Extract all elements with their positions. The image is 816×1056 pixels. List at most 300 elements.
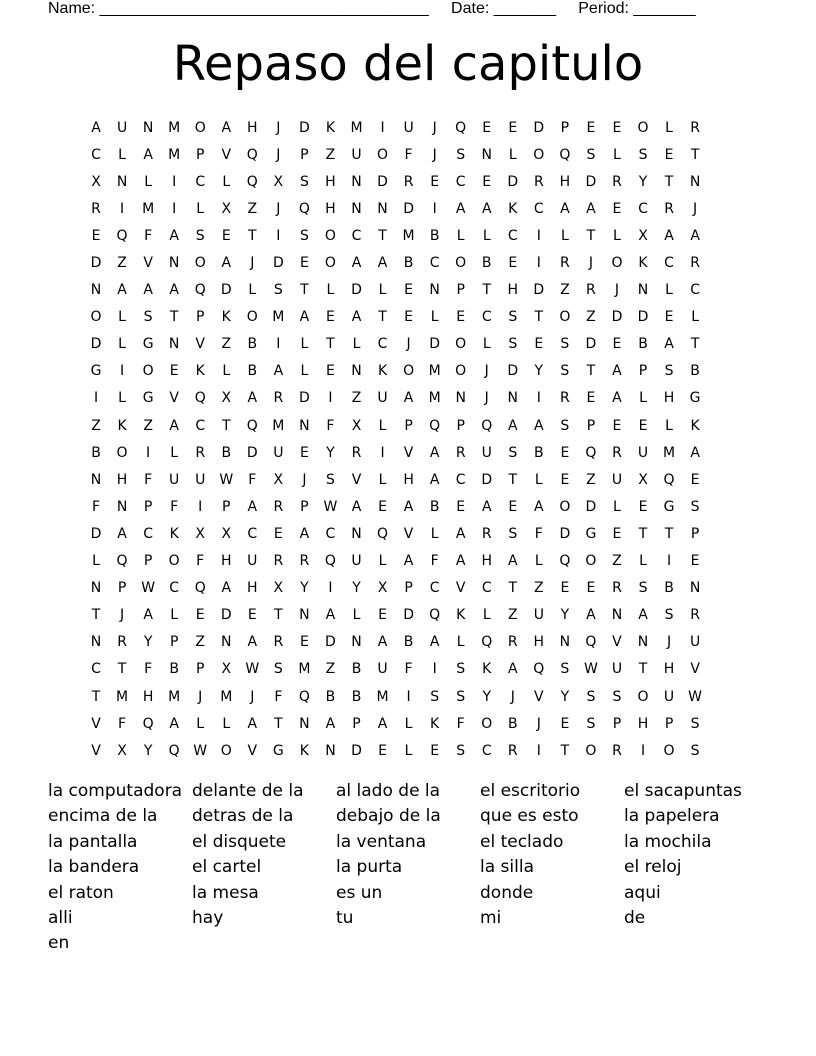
grid-letter: K: [195, 363, 205, 380]
grid-letter: L: [144, 173, 153, 190]
grid-letter: B: [403, 255, 414, 272]
grid-letter: H: [403, 471, 414, 488]
grid-letter: A: [377, 634, 388, 651]
grid-letter: Z: [586, 309, 596, 326]
word-bank-item: la mochila: [624, 831, 712, 852]
grid-letter: M: [376, 688, 389, 705]
grid-letter: R: [273, 553, 284, 570]
grid-letter: M: [663, 444, 676, 461]
grid-letter: A: [351, 309, 362, 326]
grid-letter: A: [638, 607, 648, 624]
grid-letter: N: [168, 255, 180, 272]
grid-letter: P: [638, 363, 648, 380]
grid-letter: E: [430, 742, 440, 759]
word-bank-item: aqui: [624, 882, 661, 903]
grid-letter: F: [430, 553, 439, 570]
grid-letter: J: [432, 119, 437, 136]
grid-letter: O: [559, 498, 571, 515]
grid-letter: R: [612, 173, 622, 190]
grid-letter: L: [665, 417, 673, 434]
grid-letter: L: [482, 227, 491, 244]
grid-letter: F: [196, 553, 205, 570]
grid-letter: U: [377, 661, 388, 678]
grid-row: [83, 195, 733, 222]
grid-letter: E: [664, 146, 674, 163]
grid-letter: E: [690, 553, 700, 570]
grid-letter: F: [404, 661, 413, 678]
grid-letter: J: [198, 688, 203, 705]
grid-letter: A: [299, 309, 310, 326]
grid-letter: O: [116, 444, 128, 461]
grid-letter: C: [533, 200, 544, 217]
grid-letter: S: [326, 471, 335, 488]
grid-letter: A: [664, 336, 674, 353]
grid-letter: E: [508, 119, 518, 136]
grid-letter: C: [247, 525, 258, 542]
grid-letter: T: [378, 309, 387, 326]
grid-letter: L: [404, 715, 413, 732]
grid-letter: K: [169, 525, 179, 542]
grid-letter: A: [429, 634, 440, 651]
grid-letter: A: [247, 715, 258, 732]
grid-letter: P: [352, 715, 361, 732]
grid-letter: V: [403, 444, 414, 461]
grid-letter: I: [172, 200, 177, 217]
grid-letter: A: [507, 553, 518, 570]
grid-row: [83, 466, 733, 493]
grid-letter: T: [91, 607, 101, 624]
grid-letter: E: [456, 498, 466, 515]
grid-letter: M: [168, 146, 181, 163]
grid-letter: V: [534, 688, 544, 705]
grid-letter: Q: [585, 444, 597, 461]
grid-letter: J: [302, 471, 307, 488]
grid-letter: L: [378, 471, 387, 488]
grid-letter: P: [143, 553, 153, 570]
grid-letter: A: [117, 282, 127, 299]
grid-letter: E: [378, 607, 387, 624]
grid-letter: S: [560, 417, 570, 434]
grid-letter: E: [560, 444, 570, 461]
grid-letter: A: [247, 498, 258, 515]
grid-letter: L: [300, 363, 309, 380]
grid-letter: L: [430, 309, 439, 326]
word-bank-item: mi: [480, 907, 502, 928]
grid-letter: Z: [351, 390, 362, 407]
grid-letter: R: [533, 173, 544, 190]
grid-letter: T: [586, 363, 596, 380]
grid-letter: J: [276, 119, 281, 136]
grid-letter: V: [169, 390, 179, 407]
grid-letter: D: [585, 336, 597, 353]
grid-letter: I: [328, 580, 333, 597]
grid-letter: N: [90, 471, 102, 488]
grid-letter: S: [299, 227, 309, 244]
grid-letter: A: [534, 498, 544, 515]
word-bank-item: la papelera: [624, 806, 720, 827]
grid-row: [83, 114, 733, 141]
grid-letter: L: [378, 282, 387, 299]
grid-letter: Q: [481, 417, 493, 434]
grid-letter: F: [170, 498, 179, 515]
grid-letter: N: [90, 580, 102, 597]
grid-letter: Z: [560, 282, 570, 299]
grid-letter: F: [91, 498, 101, 515]
grid-letter: N: [351, 634, 362, 651]
grid-letter: M: [428, 363, 441, 380]
grid-row: [83, 575, 733, 602]
grid-letter: L: [222, 173, 231, 190]
grid-letter: A: [325, 607, 336, 624]
grid-letter: Y: [143, 742, 153, 759]
grid-row: [83, 737, 733, 764]
grid-letter: E: [299, 634, 309, 651]
grid-letter: L: [92, 553, 100, 570]
grid-letter: H: [142, 688, 154, 705]
grid-letter: D: [507, 173, 519, 190]
grid-letter: I: [380, 444, 385, 461]
grid-letter: T: [586, 227, 596, 244]
grid-letter: K: [430, 715, 440, 732]
word-bank-item: donde: [480, 882, 534, 903]
grid-letter: X: [91, 173, 101, 190]
grid-letter: I: [536, 255, 541, 272]
grid-letter: L: [639, 390, 647, 407]
grid-letter: L: [639, 553, 647, 570]
grid-letter: P: [195, 146, 205, 163]
grid-letter: Q: [663, 471, 675, 488]
grid-letter: J: [536, 715, 541, 732]
grid-letter: A: [247, 390, 258, 407]
grid-letter: O: [637, 119, 649, 136]
grid-letter: F: [118, 715, 127, 732]
grid-letter: E: [273, 525, 283, 542]
grid-letter: B: [403, 634, 414, 651]
grid-letter: W: [141, 580, 156, 597]
word-bank-item: la silla: [480, 857, 534, 878]
grid-letter: N: [507, 390, 519, 407]
grid-row: [83, 439, 733, 466]
grid-letter: F: [534, 525, 543, 542]
grid-letter: T: [300, 282, 309, 299]
grid-letter: O: [220, 742, 232, 759]
grid-letter: Q: [194, 580, 206, 597]
grid-letter: A: [91, 119, 101, 136]
grid-letter: C: [638, 200, 648, 217]
grid-letter: Y: [352, 580, 361, 597]
grid-letter: X: [351, 417, 362, 434]
grid-letter: Q: [429, 417, 441, 434]
grid-letter: A: [221, 119, 232, 136]
grid-letter: Q: [246, 417, 258, 434]
grid-letter: B: [221, 444, 232, 461]
grid-letter: L: [665, 282, 673, 299]
grid-letter: L: [534, 553, 543, 570]
grid-letter: C: [664, 255, 674, 272]
grid-letter: R: [612, 742, 622, 759]
grid-letter: Q: [116, 553, 128, 570]
grid-letter: M: [168, 688, 181, 705]
grid-letter: P: [117, 580, 127, 597]
grid-letter: N: [299, 715, 310, 732]
grid-letter: T: [534, 309, 544, 326]
grid-letter: G: [272, 742, 284, 759]
grid-row: [83, 385, 733, 412]
grid-letter: L: [456, 634, 465, 651]
grid-letter: S: [586, 146, 596, 163]
grid-letter: U: [403, 119, 414, 136]
word-bank-item: el sacapuntas: [624, 781, 742, 801]
grid-letter: P: [664, 715, 674, 732]
grid-letter: O: [142, 363, 154, 380]
grid-letter: R: [664, 200, 674, 217]
grid-letter: F: [248, 471, 257, 488]
grid-letter: M: [350, 119, 363, 136]
grid-letter: A: [403, 498, 414, 515]
grid-letter: H: [663, 390, 675, 407]
grid-letter: T: [638, 661, 648, 678]
grid-letter: Z: [195, 634, 205, 651]
grid-letter: S: [638, 146, 648, 163]
grid-letter: D: [220, 282, 232, 299]
grid-letter: H: [663, 661, 675, 678]
grid-letter: I: [536, 390, 541, 407]
grid-letter: O: [559, 309, 571, 326]
grid-letter: T: [508, 580, 518, 597]
grid-letter: S: [508, 525, 518, 542]
grid-letter: L: [613, 227, 621, 244]
grid-letter: S: [456, 742, 466, 759]
grid-letter: P: [195, 661, 205, 678]
grid-letter: R: [455, 444, 466, 461]
grid-letter: O: [455, 255, 467, 272]
grid-letter: Q: [324, 553, 336, 570]
grid-letter: A: [690, 444, 700, 461]
grid-letter: T: [664, 173, 674, 190]
grid-letter: H: [559, 173, 571, 190]
grid-letter: W: [193, 742, 208, 759]
grid-letter: L: [534, 471, 543, 488]
grid-letter: M: [402, 227, 415, 244]
grid-letter: C: [195, 417, 206, 434]
grid-letter: A: [273, 363, 284, 380]
grid-letter: N: [481, 146, 492, 163]
grid-letter: U: [637, 444, 649, 461]
word-bank-item: de: [624, 907, 646, 928]
grid-letter: L: [378, 553, 387, 570]
grid-letter: A: [351, 255, 362, 272]
grid-letter: D: [351, 742, 362, 759]
grid-letter: E: [638, 417, 648, 434]
grid-letter: V: [455, 580, 466, 597]
grid-letter: S: [586, 688, 596, 705]
word-bank-item: encima de la: [48, 806, 158, 827]
grid-letter: S: [690, 742, 700, 759]
grid-letter: W: [688, 688, 703, 705]
grid-letter: P: [612, 715, 622, 732]
grid-letter: L: [560, 227, 569, 244]
grid-letter: N: [116, 173, 128, 190]
word-bank-item: debajo de la: [336, 806, 441, 827]
grid-letter: O: [194, 255, 206, 272]
grid-letter: L: [326, 282, 335, 299]
grid-letter: M: [168, 119, 181, 136]
grid-letter: D: [90, 336, 102, 353]
grid-letter: N: [299, 607, 310, 624]
grid-letter: H: [247, 580, 258, 597]
grid-letter: P: [456, 282, 465, 299]
word-bank-item: es un: [336, 882, 383, 903]
grid-letter: N: [351, 363, 362, 380]
grid-letter: R: [117, 634, 127, 651]
grid-row: [83, 222, 733, 249]
grid-letter: A: [325, 715, 336, 732]
grid-letter: V: [612, 634, 622, 651]
grid-letter: X: [273, 580, 284, 597]
word-bank-item: la purta: [336, 857, 403, 878]
grid-letter: T: [378, 227, 387, 244]
grid-letter: L: [170, 444, 179, 461]
grid-letter: L: [508, 146, 517, 163]
grid-letter: D: [220, 607, 232, 624]
grid-letter: B: [534, 444, 544, 461]
grid-letter: C: [377, 336, 388, 353]
grid-letter: U: [169, 471, 180, 488]
grid-row: [83, 602, 733, 629]
grid-letter: Q: [298, 200, 310, 217]
grid-letter: A: [247, 634, 258, 651]
grid-letter: Q: [142, 715, 154, 732]
grid-letter: L: [196, 715, 205, 732]
grid-letter: T: [560, 742, 570, 759]
grid-letter: T: [248, 227, 257, 244]
grid-letter: N: [637, 634, 649, 651]
grid-letter: N: [689, 173, 701, 190]
grid-letter: C: [429, 255, 440, 272]
grid-row: [83, 249, 733, 276]
grid-letter: O: [611, 255, 623, 272]
grid-letter: Z: [325, 661, 336, 678]
grid-letter: N: [559, 634, 571, 651]
grid-letter: N: [351, 173, 362, 190]
grid-letter: N: [429, 282, 440, 299]
grid-letter: D: [559, 525, 571, 542]
grid-letter: R: [560, 255, 570, 272]
grid-letter: N: [377, 200, 388, 217]
grid-letter: X: [377, 580, 388, 597]
grid-letter: P: [300, 498, 309, 515]
grid-letter: D: [325, 634, 336, 651]
grid-letter: P: [404, 417, 413, 434]
grid-letter: A: [612, 363, 622, 380]
grid-letter: E: [534, 336, 544, 353]
grid-letter: X: [221, 390, 232, 407]
grid-letter: G: [90, 363, 102, 380]
grid-letter: P: [404, 580, 413, 597]
grid-letter: A: [143, 282, 153, 299]
grid-row: [83, 629, 733, 656]
grid-letter: F: [404, 146, 413, 163]
grid-letter: W: [583, 661, 598, 678]
grid-letter: C: [169, 580, 180, 597]
grid-letter: F: [144, 227, 153, 244]
grid-letter: E: [482, 119, 492, 136]
grid-letter: E: [169, 363, 179, 380]
grid-letter: X: [638, 471, 648, 488]
grid-letter: A: [143, 607, 153, 624]
grid-letter: E: [612, 525, 622, 542]
grid-letter: I: [93, 390, 99, 407]
grid-letter: I: [380, 119, 385, 136]
grid-letter: Q: [116, 227, 128, 244]
grid-letter: N: [142, 119, 154, 136]
grid-letter: B: [481, 255, 492, 272]
grid-letter: N: [455, 390, 466, 407]
grid-letter: A: [169, 227, 179, 244]
grid-letter: R: [351, 444, 362, 461]
grid-letter: N: [611, 607, 623, 624]
grid-letter: I: [146, 444, 151, 461]
grid-letter: I: [198, 498, 203, 515]
grid-letter: Y: [482, 688, 491, 705]
grid-letter: B: [664, 580, 674, 597]
grid-letter: A: [455, 553, 466, 570]
grid-letter: L: [170, 607, 179, 624]
grid-letter: Q: [246, 173, 258, 190]
grid-letter: I: [666, 553, 672, 570]
grid-letter: C: [481, 309, 492, 326]
grid-row: [83, 710, 733, 737]
word-search-grid: [83, 114, 733, 764]
grid-letter: Q: [585, 634, 597, 651]
grid-letter: J: [406, 336, 411, 353]
grid-letter: B: [351, 661, 362, 678]
grid-letter: E: [560, 471, 570, 488]
grid-letter: E: [638, 498, 648, 515]
grid-letter: G: [142, 336, 154, 353]
grid-letter: W: [245, 661, 260, 678]
grid-letter: J: [276, 200, 281, 217]
grid-letter: T: [169, 309, 179, 326]
grid-letter: K: [377, 363, 388, 380]
grid-letter: I: [640, 742, 646, 759]
grid-letter: T: [482, 282, 491, 299]
grid-letter: K: [638, 255, 648, 272]
grid-letter: D: [351, 282, 362, 299]
grid-letter: A: [143, 146, 153, 163]
grid-row: [83, 168, 733, 195]
grid-letter: Q: [533, 661, 545, 678]
grid-letter: V: [247, 742, 258, 759]
grid-letter: B: [325, 688, 336, 705]
word-bank-item: delante de la: [192, 781, 304, 801]
grid-letter: R: [273, 634, 284, 651]
grid-letter: T: [690, 146, 700, 163]
grid-letter: Y: [326, 444, 335, 461]
grid-letter: I: [432, 661, 437, 678]
grid-letter: U: [663, 688, 675, 705]
grid-letter: A: [507, 417, 518, 434]
grid-letter: E: [221, 227, 231, 244]
grid-letter: K: [325, 119, 336, 136]
grid-letter: O: [403, 363, 415, 380]
grid-letter: L: [118, 146, 126, 163]
grid-letter: A: [534, 417, 544, 434]
grid-row: [83, 683, 733, 710]
grid-letter: I: [432, 200, 437, 217]
grid-letter: Y: [560, 607, 570, 624]
grid-letter: Y: [300, 580, 309, 597]
